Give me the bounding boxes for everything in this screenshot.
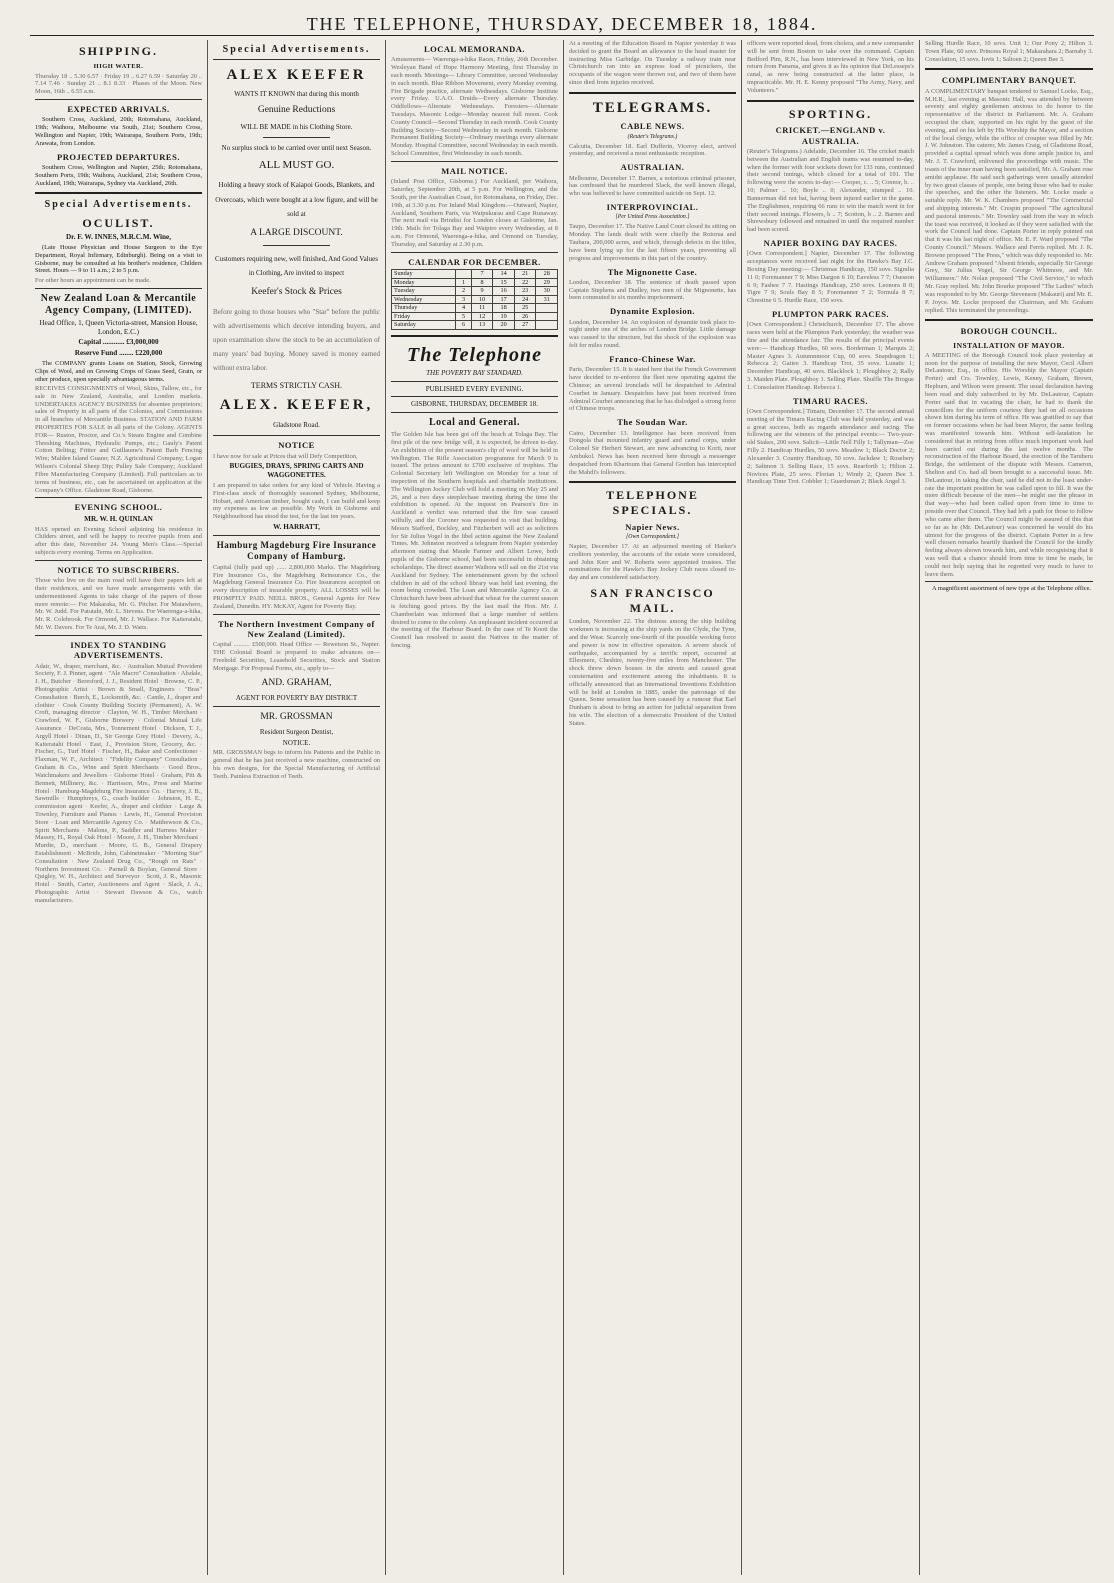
published-line: PUBLISHED EVERY EVENING. <box>425 384 524 393</box>
local-general-heading: Local and General. <box>429 416 520 428</box>
projected-departures-list: Southern Cross, Wellington and Napier, 25th; Rotomahana, Southern Ports, 19th; Waihora, Auckland, 21st; Southern Cross, Auckland, 19th; Wairarapa, Sydney via Auckland, 26th. <box>35 163 202 187</box>
franco-heading: Franco-Chinese War. <box>609 353 696 364</box>
tide-table: Thursday 18 .. 5.30 6.57 · Friday 19 .. 6.27 6.59 · Saturday 20 .. 7.14 7.46 · Sunday 21 .. 8.1 8.33 · Phases of the Moon. New Moon, 16th .. 6.55 a.m. <box>35 72 202 96</box>
oculist-body: (Late House Physician and House Surgeon to the Eye Department, Royal Infirmary, Edinburgh). Being on a visit to Gisborne, may be consulted at his brother's residence, Childers Street. Hours — 9 to 11 a.m.; 2 to 5 p.m. <box>35 243 202 275</box>
mail-notice-heading: MAIL NOTICE. <box>441 165 508 176</box>
calendar-date: 28 <box>536 269 558 278</box>
sporting-heading: SPORTING. <box>788 106 873 121</box>
timaru-heading: TIMARU RACES. <box>793 395 868 406</box>
projected-departures-heading: PROJECTED DEPARTURES. <box>57 151 180 162</box>
high-water-heading: HIGH WATER. <box>93 62 144 70</box>
index-heading: INDEX TO STANDING ADVERTISEMENTS. <box>70 639 167 661</box>
press-assoc-source: [Per United Press Association.] <box>615 214 690 221</box>
customers-text: Customers requiring new, well finished, And Good Values in Clothing, Are invited to inspect <box>215 254 378 278</box>
calendar-heading: CALENDAR FOR DECEMBER. <box>408 256 541 267</box>
stock-prices: Keefer's Stock & Prices <box>251 287 342 298</box>
calendar-day-name: Thursday <box>392 304 456 313</box>
calendar-date: 6 <box>456 321 472 330</box>
australian-heading: AUSTRALIAN. <box>620 162 685 173</box>
paper-name: The Telephone <box>406 343 543 366</box>
calendar-row <box>392 278 558 287</box>
napier-news-heading: Napier News. <box>625 521 680 532</box>
calendar-row <box>392 304 558 313</box>
calendar-date: 2 <box>456 287 472 296</box>
calendar-row <box>392 295 558 304</box>
grossman-sub: Resident Surgeon Dentist, <box>259 728 334 737</box>
masthead <box>30 14 1094 36</box>
cable-news-heading: CABLE NEWS. <box>620 121 685 132</box>
complimentary-heading: COMPLIMENTARY BANQUET. <box>941 75 1077 86</box>
grossman-name: MR. GROSSMAN <box>260 711 333 722</box>
graham-sub: AGENT FOR POVERTY BAY DISTRICT <box>235 694 358 703</box>
own-correspondent: [Own Correspondent.] <box>626 533 679 540</box>
calendar-row <box>392 312 558 321</box>
calendar-date: 11 <box>471 304 493 313</box>
borough-heading: BOROUGH COUNCIL. <box>960 326 1058 337</box>
loan-company-heading: New Zealand Loan & Mercantile Agency Company, (LIMITED). <box>40 292 197 316</box>
column-4: At a meeting of the Education Board in Napier yesterday it was decided to grant the Board an allowance to the head master for instructing Miss Garbidge. On Tuesday a railway train near Christchurch ran into an express load of picnickers, the occupants of the wagon were thrown out, and two of them have since died from injuries received. TELEGRAMS. CABLE NEWS. (Reuter's Telegrams.) Calcutta, December 18. Earl Dufferin, Viceroy elect, arrived yesterday, and received a most enthusiastic reception. AUSTRALIAN. Melbourne, December 17. Barnes, a notorious criminal prisoner, has confessed that he murdered Slack, the well known illegal, who was believed to have committed suicide on Sept. 12. INTERPROVINCIAL. [Per United Press Association.] Taupo, December 17. The Native Land Court closed its sitting on Monday. The lands dealt with were chiefly the Rotorua and Taubara, 200,000 acres, and which, through defects in the titles, have been lying up for the last fifteen years, preventing all progress and improvements in this part of the country. The Mignonette Case. London, December 18. The sentence of death passed upon Captain Stephens and Dudley, two men of the Mignonette, has been commuted to six months imprisonment. Dynamite Explosion. London, December 14. An explosion of dynamite took place to-night under one of the arches of London Bridge. Little damage was caused to the structure, but the shock of the explosion was felt for miles round. Franco-Chinese War. Paris, December 15. It is stated here that the French Government have decided to re-enforce the fleet now operating against the Chinese; an several ironclads will be despatched to Admiral Courbet in January. Despatches have just been received from Admiral Courbet announcing that he has dislodged a strong force of Chinese troops. The Soudan War. Cairo, December 13. Intelligence has been received from Dongola that mounted infantry guard and camel corps, under Colonel Sir Herbert Stewart, are now advancing to Korti, near Ambukol. News has been received here through a messenger despatched from Khartoum that General Gordon has intercepted the Mahdi's followers. TELEPHONE SPECIALS. Napier News. [Own Correspondent.] Napier, December 17. At an adjourned meeting of Harker's creditors yesterday, the accounts of the estate were considered, and John Kerr and W. Roberts were appointed trustees. The nominations for the Hawke's Bay Jockey Club races closed to-day and are considered satisfactory. SAN FRANCISCO MAIL. London, November 22. The distress among the ship building workmen is increasing at the ship yards on the Clyde, the Tyne, and the Wear. Scarcely one-fourth of the possible working force and power is now in effective operation. A severe shock of earthquake, accompanied by a terrific report, occurred at Ellesmere, Cheshire, twenty-five miles from Manchester. The shock threw down houses in the streets and caused great consternation and excitement among the inhabitants. It is officially announced that an International Inventions Exhibition will be held at London in 1885, under the patronage of the Queen. Some sensation has been caused by a rumour that Earl Dunham is about to bring an action for judicial separation from his wife. The election of a democratic President of the United States. <box>564 40 742 1575</box>
column-1: SHIPPING. HIGH WATER. Thursday 18 .. 5.30 6.57 · Friday 19 .. 6.27 6.59 · Saturday 20 .. 7.14 7.46 · Sunday 21 .. 8.1 8.33 · Phases of the Moon. New Moon, 16th .. 6.55 a.m. EXPECTED ARRIVALS. Southern Cross, Auckland, 20th; Rotomahana, Auckland, 19th; Waihora, Melbourne via South, 21st; Southern Cross, Wellington and Napier, 19th; Wairarapa, Southern Ports, 19th; Arawata, from London. PROJECTED DEPARTURES. Southern Cross, Wellington and Napier, 25th; Rotomahana, Southern Ports, 19th; Waihora, Auckland, 21st; Southern Cross, Auckland, 19th; Wairarapa, Sydney via Auckland, 26th. Special Advertisements. OCULIST. Dr. F. W. INNES, M.R.C.M. Wine, (Late House Physician and House Surgeon to the Eye Department, Royal Infirmary, Edinburgh). Being on a visit to Gisborne, may be consulted at his brother's residence, Childers Street. Hours — 9 to 11 a.m.; 2 to 5 p.m. For other hours an appointment can be made. New Zealand Loan & Mercantile Agency Company, (LIMITED). Head Office, 1, Queen Victoria-street, Mansion House, London, E.C.) Capital ............ £3,000,000 Reserve Fund ........ £220,000 The COMPANY grants Loans on Station, Stock, Growing Clips of Wool, and on Growing Crops of Grass Seed, Grain, or other produce, upon specially advantageous terms. RECEIVES CONSIGNMENTS of Wool, Skins, Tallow, etc., for sale in New Zealand, Australia, and London markets. UNDERTAKES AGENCY BUSINESS for absentee proprietors; sales of Property in all parts of the Colonies, and Commissions in all branches of Mercantile Business. STATION AND FARM PROPERTIES FOR SALE in all parts of the Colony. AGENTS FOR— Ruston, Proctor, and Co.'s Steam Engine and Combine Threshing Machines, Hydraulic Pumps, etc.; Gauly's Patent Cotton Belting; Fritter and Guillaume's Patent Barb Fencing Wire; Malden Island Guano; N.Z. Agricultural Company; Logan Wilson's Colonial Sheep Dip; Pulley Sale Company; Auckland Fibre Manufacturing Company (Limited). Full particulars as to terms of business, etc., can be ascertained on application at the Company's Office. Gladstone Road, Gisborne. EVENING SCHOOL. MR. W. H. QUINLAN HAS opened an Evening School adjoining his residence in Childers street, and will be happy to receive pupils from and after this date, November 24. Young Men's Class.—Special subjects every evening. Terms on Application. NOTICE TO SUBSCRIBERS. Those who live on the main road will have their papers left at their residences, and we have made arrangements with the undermentioned Agents to take charge of the papers of those more remote:— For Makaraka, Mr. G. Pitcher. For Matawhero, Mr. W. Judd. For Patutahi, Mr. L. Stevens. For Waerenga-a-hika, Mr. R. Colebrook. For Ormond, Mr. J. Wallace. For Kaiteratahi, Mr. W. Davers. For Te Arai, Mr. J. D. Watts. INDEX TO STANDING ADVERTISEMENTS. Adair, W., draper, merchant, &c. · Australian Mutual Provident Society, F. J. Pinner, agent · "Ale Macro" Consultation · Alsdale, J. H., Butcher · Beresford, J. J., Resident Hotel · Browne, C. P., Photographic Artist · Brown & Small, Engineers · "Bras" Consultation · Burch, E., Locksmith, &c. · Cantle, J., draper and clothier · Cook County Building Society (Permanent), A. W. Croft, managing director · Clayton, W. H., Timber Merchant · Crawford, W. F., Gisborne Brewery · Colonial Mutual Life Assurance · DeCosta, Mrs., Tonnement Hotel · Dickson, T. J., Argyll Hotel · Dinan, D., Sir George Grey Hotel · Devery, A., Kaiteratahi Hotel · East, J., Provision Store, Grocery, &c. · Fischer, G., Turf Hotel · Fischer, H., Baker and Confectioner · Flaxman, W. F., Architect · "Fidelity Company" Consultation · Graham & Co., Wine and Spirit Merchants · Good Bros., Watchmakers and Jewellers · Gisborne Hotel · Graham, Pitt & Bennett, Millinery, &c. · Harrisson, Mrs., Press and Marine Hotel · Hamburg-Magdeburg Fire Insurance Co. · Harvey, J. B., Sawmills · Humphreys, G., coach builder · Johnston, H. E., commission agent · Keefer, A., draper and clothier · Large & Townley, Furniture and Pianos · Lewis, H., General Provision Store · Loan and Mercantile Agency Co. · Matthewson & Co., Spirit Merchants · Malone, P., Saddler and Harness Maker · Massey, H., Royal Oak Hotel · Moore, J. H., Timber Merchant · Murdie, D., merchant · Moore, G. B., General Drapery Establishment · McBride, John, Cabinetmaker · "Morning Star" Consultation · New Zealand Drug Co., "Rough on Rats" · Northern Investment Co. · Parnell & Boylan, General Store · Quigley, W. H., Architect and Surveyor · Scott, J. R., Masonic Hotel · Smith, Carter, Auctioneers and Agent · Slack, J. A., Photographic Artist · Stewart Dawson & Co., watch manufacturers. <box>30 40 208 1575</box>
calendar-date: 7 <box>471 269 493 278</box>
evening-school-heading: EVENING SCHOOL. <box>74 502 163 513</box>
calendar-day-name: Tuesday <box>392 287 456 296</box>
calendar-date: 25 <box>514 304 536 313</box>
calendar-date: 19 <box>493 312 515 321</box>
column-3: LOCAL MEMORANDA. Amusements— Waerenga-a-hika Races, Friday, 26th December. Wesleyan Band of Hope Harmony Meeting, first Thursday in each month. Meetings— Library Committee, second Wednesday in each month. Blue Ribbon Movement, every Monday evening. Fire Brigade practice, alternate Wednesdays. Gisborne Institute every Friday. U.A.O. Druids—Every alternate Thursday. Oddfellows—Alternate Wednesdays. Foresters—Alternate Tuesdays. Masonic Lodge—Monday nearest full moon. Cook County Council—Second Thursday in each month. Cook County Building Society—Second Wednesday in each month. Gisborne Permanent Building Society—Ordinary meetings every alternate Monday. Hospital Committee, second Wednesday in each month. School Committee, first Wednesday in each month. MAIL NOTICE. (Inland Post Office, Gisborne.) For Auckland, per Waihora, Saturday, September 20th, at 5 p.m. For Wellington, and the South, per the Australian Coast, for Rotomahana, on Friday, Dec. 19th, at 3.30 p.m. For Inland Mail Kingdom.—Outward, Napier, Auckland, Southern Parts, via Waipukurau and Cape Runaway. The next mail via Brindisi for London closes at Gisborne, Jan. 19th. Mails for Tolaga Bay and Waipiro every Wednesday, at 8 a.m. For Ormond, Waerenga-a-hika, and Ormond on Tuesday, Thursday, and Saturday at 2.30 p.m. CALENDAR FOR DECEMBER. Sunday 7 14 21 28 Monday 1 8 15 22 29 Tuesday 2 9 16 23 30 Wednesday 3 10 17 24 31 Thursday 4 11 18 25 Friday 5 12 19 26 Saturday 6 13 20 27 The Telephone THE POVERTY BAY STANDARD. PUBLISHED EVERY EVENING. GISBORNE, THURSDAY, DECEMBER 18. Local and General. The Golden Isle has been got off the beach at Tolaga Bay. The first pile of the new bridge will, it is expected, be driven to-day. An exhibition of the present season's clip of wool will be held in Wellington. The Rifle Association programme for March 9 is issued. The prizes amount to £700 exclusive of trophies. The Colonial Secretary left Wellington on Monday for a tour of inspection of the Southern hospitals and charitable institutions. The Wellington Jockey Club will hold a meeting on May 25 and 26, and a two days steeplechase meeting during the time the exhibition is opened. At the inquest on Pearson's fire in Auckland a verdict was returned that the fire was caused wilfully, and the Coroner was requested to visit that building. Messrs Stafford, Bockley, and Fitzherbert will act as solicitors for Sir Julius Vogel in the libel action against the New Zealand Times. Mr. Johnston received a telegram from Napier yesterday afternoon stating that Maude Farmer and Albert Lowe, both pupils of the Gisborne school, had been successful in obtaining scholarships. The direct steamer Waihora will sail on the 21st via Auckland for Sydney. The entertainment given by the school children in aid of the school library was held last evening, the room being crowded. The Loan and Mercantile Agency Co. at Christchurch have been advised that wheat for the current season is fetching good prices. By the last mail the Hon. Mr. J. Chamberlain was informed that a large number of settlers desired to come to the colony. An unpleasant incident occurred at the meeting of the Harbour Board. In the case of Te Kooti the Council has resolved to assist the Natives in the matter of fencing. <box>386 40 564 1575</box>
specials-heading: TELEPHONE SPECIALS. <box>606 488 699 517</box>
calendar-table <box>391 269 558 330</box>
calendar-row <box>392 287 558 296</box>
plumpton-heading: PLUMPTON PARK RACES. <box>771 309 890 320</box>
reuters-source: (Reuter's Telegrams.) <box>627 133 678 140</box>
calendar-date: 8 <box>471 278 493 287</box>
calendar-date: 27 <box>514 321 536 330</box>
calendar-date: 24 <box>514 295 536 304</box>
column-6: Selling Hurdle Race, 10 sovs. Unit 1; Our Pony 2; Hilton 3. Town Plate, 60 sovs. Princess Royal 1; Makarahara 2; Barnaby 3. Consolation, 15 sovs. Iovis 1; Saltoen 2; Queen Bee 3. COMPLIMENTARY BANQUET. A COMPLIMENTARY banquet tendered to Samuel Locke, Esq., M.H.R., last evening at Masonic Hall, was attended by between seventy and eighty gentlemen anxious to do honor to the representative of the district in Parliament. Mr. A. Graham occupied the chair, supported on his right by the guest of the evening, and on his left by His Worship the Mayor, and a section of the local clergy, while the office of croupier was filled by Mr. J. W. Johnston. The caterer, Mr. James Craig, of Gladstone Road, provided a capital spread which was done ample justice to, and Mr. J. T. Crawford, enlivened the proceedings with music. The toasts of the inner man having been satisfied, Mr. A. Graham rose amidst applause. He said such gatherings were usually attended by two great classes of people, one being those who had to make the speeches, and the other the listeners. Mr. Locke made a suitable reply. Mr. W. K. Chambers proposed "The Commercial and shipping interests." Mr. Crespin proposed "The agricultural and pastoral interests." Mr. Townley said from the way in which the toast was received, it looked as if they were satisfied with the work the Council had done. Captain Porter in reply pointed out that it was his last night of office. Mr. E. F. Ward proposed "The County Council." Messrs. Wallace and Ferris replied. Mr. J. K. Browne proposed "The Press," which was duly responded to. Mr. Andrew Graham proposed "Absent friends, especially Sir George Grey, Sir Julius Vogel, Sir George Whitmore, and Mr. Williamson." Mr. Nolan proposed "The Civil Service," to which Mr. Gray replied. Mr. John Bourke proposed "The Ladies" which was responded to by Mr. George Stevenson (Makauri) and Mr. E. P. Joyce. Mr. Locke proposed the Chairman, and Mr. Graham replied. This terminated the proceedings. BOROUGH COUNCIL. INSTALLATION OF MAYOR. A MEETING of the Borough Council took place yesterday at noon for the purpose of installing the new Mayor, Cecil Albert DeLautour, Esq., in office. His Worship the Mayor (Captain Porter) and Crs. Townley, Lewis, Kenny, Graham, Brown, Hepburn, and Wilson were present. The usual declaration having been read and duly subscribed to by Mr. DeLautour, Captain Porter said that in vacating the chair, he had to thank the councillors for the uniform courtesy they had on all occasions shown him during his term of office. He was gratified to say that on former occasions when he had been Mayor, the same feeling was manifested towards him. Without self-laudation he considered that in retiring from office much important work had been carried out during the last twelve months. The reconstruction of the Harbour Board, the erection of the Taruheru Bridge, the settlement of the dispute with Messrs. Cameron, Shelton and Co. had all been brought to a successful issue. Mr. DeLautour, in taking the chair, said he did not in the least under-rate the important position he was called upon to fill. It was the more difficult because of the men—he might use the phrase in that way—who had been called upon from time to time to preside over that Council. They had left a path for those to follow who came after them. The Council might be assured of this that so far as he (Mr. DeLautour) was concerned he would do his utmost for the progress of the district. Captain Porter in a few well chosen remarks heartily thanked the Council for the kindly feeling always shown towards him, and while recognising that it was well that a chance should from time to time be made, he could not help saying that he regretted very much to have to leave them. A magnificent assortment of new type at the Telephone office. <box>925 40 1093 593</box>
calendar-day-name: Wednesday <box>392 295 456 304</box>
blankets-text: Holding a heavy stock of Kaiapoi Goods, Blankets, and Overcoats, which were bought at a low figure, and will be sold at <box>215 181 378 219</box>
calendar-date <box>456 269 472 278</box>
calendar-date: 14 <box>493 269 515 278</box>
column-2: Special Advertisements. ALEX KEEFER WANTS IT KNOWN that during this month Genuine Reductions WILL BE MADE in his Clothing Store. No surplus stock to be carried over until next Season. ALL MUST GO. Holding a heavy stock of Kaiapoi Goods, Blankets, and Overcoats, which were bought at a low figure, and will be sold at A LARGE DISCOUNT. Customers requiring new, well finished, And Good Values in Clothing, Are invited to inspect Keefer's Stock & Prices Before going to those houses who "Star" before the public with advertisements which deceive intending buyers, and upon examination show the stock to be an accumulation of many years' bad buying. Money saved is money earned without extra labor. TERMS STRICTLY CASH. ALEX. KEEFER, Gladstone Road. NOTICE I have now for sale at Prices that will Defy Competition, BUGGIES, DRAYS, SPRING CARTS AND WAGGONETTES. I am prepared to take orders for any kind of Vehicle. Having a First-class stock of thoroughly seasoned Sydney, Melbourne, Hobart, and American timber, bought cash, I can build and keep my expenses as low as possible. My Work in Gisborne and Neighbourhood has stood the test, for the last ten years. W. HARRATT, Hamburg Magdeburg Fire Insurance Company of Hamburg. Capital (fully paid up) ...... 2,800,000 Marks. The Magdeburg Fire Insurance Co., the Magdeburg Reinsurance Co., the Magdeburg General Insurance Co. Fire Insurances accepted on every description of insurable property. ALL LOSSES will be PROMPTLY PAID. NEILL BROS., General Agents for New Zealand, Dunedin. HY. McKAY, Agent for Poverty Bay. The Northern Investment Company of New Zealand (Limited). Capital .......... £500,000. Head Office — Rewetson St., Napier. THE Colonial Board is prepared to make advances on— Freehold Securities, Leasehold Securities, Stock and Station Mortgage. For Proposal Forms, etc., apply to— AND. GRAHAM, AGENT FOR POVERTY BAY DISTRICT MR. GROSSMAN Resident Surgeon Dentist, NOTICE. MR. GROSSMAN begs to inform his Patients and the Public in general that he has just received a new machine, constructed on his own designs, for the Special Manufacturing of Artificial Teeth. Painless Extraction of Teeth. <box>208 40 386 1575</box>
calendar-day-name: Monday <box>392 278 456 287</box>
keefer-name: ALEX KEEFER <box>226 67 367 84</box>
special-ads-heading: Special Advertisements. <box>44 199 193 211</box>
calendar-date: 29 <box>536 278 558 287</box>
calendar-date: 30 <box>536 287 558 296</box>
calendar-date: 26 <box>514 312 536 321</box>
terms-cash: TERMS STRICTLY CASH. <box>250 380 343 390</box>
oculist-name: Dr. F. W. INNES, M.R.C.M. Wine, <box>65 233 172 242</box>
cricket-heading: CRICKET.—ENGLAND v. AUSTRALIA. <box>775 125 886 146</box>
calendar-date: 10 <box>471 295 493 304</box>
calendar-date <box>536 312 558 321</box>
telegrams-heading: TELEGRAMS. <box>592 99 713 116</box>
calendar-date: 18 <box>493 304 515 313</box>
columns <box>30 40 1100 1575</box>
oculist-heading: OCULIST. <box>82 215 155 230</box>
paper-sub: THE POVERTY BAY STANDARD. <box>426 369 523 378</box>
all-must-go: ALL MUST GO. <box>258 158 335 171</box>
calendar-date <box>536 321 558 330</box>
calendar-date: 15 <box>493 278 515 287</box>
notice-subscribers-heading: NOTICE TO SUBSCRIBERS. <box>57 564 180 575</box>
napier-races-heading: NAPIER BOXING DAY RACES. <box>763 237 898 248</box>
calendar-date: 17 <box>493 295 515 304</box>
calendar-date: 16 <box>493 287 515 296</box>
gladstone-road: Gladstone Road. <box>273 420 320 429</box>
calendar-date: 5 <box>456 312 472 321</box>
calendar-day-name: Friday <box>392 312 456 321</box>
calendar-day-name: Saturday <box>392 321 456 330</box>
mignonette-heading: The Mignonette Case. <box>607 266 698 277</box>
calendar-date <box>536 304 558 313</box>
genuine-reductions: Genuine Reductions <box>257 105 336 116</box>
graham-name: AND. GRAHAM, <box>261 677 332 688</box>
evening-school-name: MR. W. H. QUINLAN <box>84 514 153 523</box>
buggies-line: BUGGIES, DRAYS, SPRING CARTS AND WAGGONETTES. <box>229 462 364 480</box>
calendar-row <box>392 269 558 278</box>
keefer-intro: WANTS IT KNOWN that during this month <box>234 90 359 99</box>
calendar-day-name: Sunday <box>392 269 456 278</box>
sanfran-heading: SAN FRANCISCO MAIL. <box>590 586 715 615</box>
local-memoranda-heading: LOCAL MEMORANDA. <box>423 44 526 54</box>
loan-capital: Capital ............ £3,000,000 <box>78 338 159 347</box>
installation-heading: INSTALLATION OF MAYOR. <box>953 340 1065 350</box>
footer-note: A magnificent assortment of new type at the Telephone office. <box>932 585 1092 593</box>
dateline: GISBORNE, THURSDAY, DECEMBER 18. <box>410 400 539 409</box>
northern-heading: The Northern Investment Company of New Zealand (Limited). <box>218 618 375 639</box>
column-5: officers were reported dead, from cholera, and a new commander will be sent from Boston to take over the command. Captain Bedford Pim, R.N., has been interviewed in New York, on his return from Panama, and gives it as his opinion that DeLesseps's canal, as now being constructed at the latter place, is impracticable. Mr. H. E. Kenny proposed "The Army, Navy, and Volunteers." SPORTING. CRICKET.—ENGLAND v. AUSTRALIA. (Reuter's Telegrams.) Adelaide, December 16. The cricket match between the Australian and English teams was resumed to-day, when the former with four wickets down for 133 runs, continued their second innings, which closed for a total of 191. The following were the scores to-day:— Cooper, c. .. 5; Connor, b. .. 10; Palmer .. 10; Boyle .. 0; Alexander, stumped .. 10. Bannerman did not bat, having been injured earlier in the game. The Englishmen, requiring 66 runs to win the match went in for their second innings. Flowers, b .. 7; Scotton, b .. 2. Barnes and Shrewsbury followed and remained in until the required number had been scored. NAPIER BOXING DAY RACES. [Own Correspondent.] Napier, December 17. The following acceptances were received last night for the Hawke's Bay J.C. Boxing Day meeting:— Christmas Handicap, 150 sovs. Sigmlia 11 0; Foremanner 7 9; Miss Dargon 6 10; Eaveless 7 7; Osesson 6 9; Fashee 7 7. Hastings Handicap, 250 sovs. Leonora 8 0; Tigre 7 9; Souls Bay 8 5; Foremanner 7 2; Tormula 8 7; Chrestine 6 5. Hurdle Race, 150 sovs. PLUMPTON PARK RACES. [Own Correspondent.] Christchurch, December 17. The above races were held at the Plumpton Park yesterday; the weather was fine and the attendance fair. The results of the principal events were:— Handicap Hurdles, 60 sovs. Borderman 1; Marquis 2; Master Agnes 3. Autumnmoor Cup, 60 sovs. Snapdragon 1; Rebecca 2; Gaiiee 3. Handicap Trot, 35 sovs. Lunatic 1; December Handicap, 40 sovs. Blacklock 1; Ploughboy 2; Rally 3. Maiden Plate. Ploughboy 1. Selling Plate. Shuffle The Brogue 1. Consolation Handicap. Rebecca 1. TIMARU RACES. [Own Correspondent.] Timaru, December 17. The second annual meeting of the Timaru Racing Club was held yesterday, and was a great success, both as regards attendance and racing. The following are the winners of the principal events:— Two-year-old Stakes, 200 sovs. Salicit—Little Nell Filly 1; Tallyman—Zoe Filly 2. Handicap Hurdles, 50 sovs. Meadow 1; Black Doctor 2; Alexander 3. Country Handicap, 50 sovs. Jackdaw 1; Rosebery 2; Saltmon 3. Selling Race, 15 sovs. Rearforth 1; Hilton 2. Novices Plate, 25 sovs. Florian 1; Windy 2; Queen Bee 3. Handicap Time Trot. Cobbler 1; Guardsman 2; Black Angel 3. <box>742 40 920 1575</box>
large-discount: A LARGE DISCOUNT. <box>250 228 343 239</box>
interprovincial-heading: INTERPROVINCIAL. <box>606 202 699 213</box>
dynamite-heading: Dynamite Explosion. <box>609 306 696 317</box>
hamburg-heading: Hamburg Magdeburg Fire Insurance Company of Hamburg. <box>216 539 377 561</box>
calendar-date: 3 <box>456 295 472 304</box>
loan-body: The COMPANY grants Loans on Station, Stock, Growing Clips of Wool, and on Growing Crops of Grass Seed, Grain, or other produce, upon specially advantageous terms. <box>35 360 202 383</box>
grossman-notice: NOTICE. <box>282 738 311 747</box>
calendar-date: 9 <box>471 287 493 296</box>
loan-office: Head Office, 1, Queen Victoria-street, Mansion House, London, E.C.) <box>39 318 198 336</box>
calendar-date: 31 <box>536 295 558 304</box>
notice-heading: NOTICE <box>278 440 315 451</box>
calendar-date: 4 <box>456 304 472 313</box>
shipping-heading: SHIPPING. <box>78 44 158 58</box>
keefer-signature: ALEX. KEEFER, <box>219 397 374 414</box>
calendar-date: 21 <box>514 269 536 278</box>
calendar-date: 13 <box>471 321 493 330</box>
loan-reserve: Reserve Fund ........ £220,000 <box>74 349 163 358</box>
surplus-line: No surplus stock to be carried over until next Season. <box>221 144 372 153</box>
special-ads-heading-2: Special Advertisements. <box>222 44 371 55</box>
calendar-date: 1 <box>456 278 472 287</box>
calendar-date: 12 <box>471 312 493 321</box>
calendar-date: 22 <box>514 278 536 287</box>
expected-arrivals-list: Southern Cross, Auckland, 20th; Rotomahana, Auckland, 19th; Waihora, Melbourne via South, 21st; Southern Cross, Wellington and Napier, 19th; Wairarapa, Southern Ports, 19th; Arawata, from London. <box>35 116 202 147</box>
soudan-heading: The Soudan War. <box>617 417 688 428</box>
calendar-row <box>392 321 558 330</box>
calendar-date: 23 <box>514 287 536 296</box>
expected-arrivals-heading: EXPECTED ARRIVALS. <box>67 103 170 114</box>
calendar-date: 20 <box>493 321 515 330</box>
harratt-name: W. HARRATT, <box>273 523 320 532</box>
masthead-title: THE TELEPHONE, THURSDAY, DECEMBER 18, 1884. <box>306 14 818 34</box>
made-in-store: WILL BE MADE in his Clothing Store. <box>240 122 353 131</box>
